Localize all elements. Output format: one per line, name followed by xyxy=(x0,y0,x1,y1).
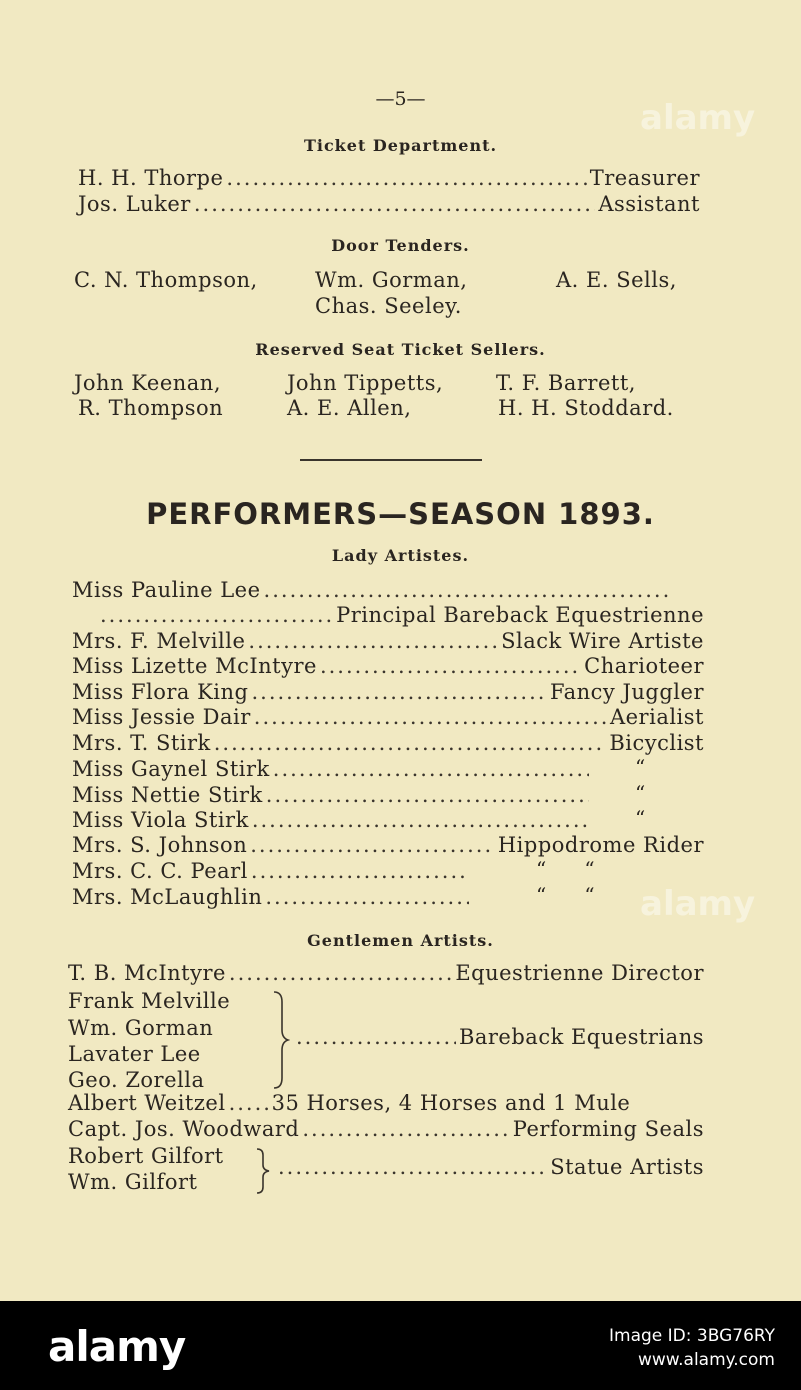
leader-dots xyxy=(273,757,589,781)
performer-name: Mrs. McLaughlin xyxy=(72,885,263,909)
performer-row xyxy=(72,705,704,731)
performer-act: Bareback Equestrians xyxy=(458,1025,704,1049)
bareback-equestrians-row xyxy=(296,1025,704,1051)
performer-row xyxy=(72,629,704,655)
statue-artists-row xyxy=(278,1155,704,1181)
reserved-seat-heading: Reserved Seat Ticket Sellers. xyxy=(255,340,546,359)
performers-title: PERFORMERS—SEASON 1893. xyxy=(146,497,655,531)
performer-act: Equestrienne Director xyxy=(455,961,704,985)
performer-name: Mrs. F. Melville xyxy=(72,629,246,653)
ditto-mark: “ “ xyxy=(536,883,595,907)
staff-role: Assistant xyxy=(598,192,700,216)
performer-name: Miss Nettie Stirk xyxy=(72,783,263,807)
ticket-row-thorpe xyxy=(78,166,700,192)
leader-dots xyxy=(251,680,547,704)
leader-dots xyxy=(229,961,452,985)
ticket-seller-name: A. E. Allen, xyxy=(287,396,412,420)
ditto-mark: “ xyxy=(635,781,646,805)
leader-dots xyxy=(265,885,469,909)
performer-row xyxy=(72,885,472,911)
performer-act: 35 Horses, 4 Horses and 1 Mule xyxy=(271,1091,631,1115)
performer-act: Hippodrome Rider xyxy=(497,833,704,857)
brace-icon xyxy=(254,1147,272,1195)
leader-dots xyxy=(266,783,589,807)
performer-act: Performing Seals xyxy=(512,1117,704,1141)
image-id-label: Image ID: 3BG76RY xyxy=(609,1326,775,1346)
performer-name: Robert Gilfort xyxy=(68,1144,224,1168)
performer-row xyxy=(72,654,704,680)
performer-row-mcintyre xyxy=(68,961,704,987)
ticket-department-heading: Ticket Department. xyxy=(303,136,498,155)
watermark-text: alamy xyxy=(640,98,756,138)
leader-dots xyxy=(320,654,581,678)
performer-name: Mrs. C. C. Pearl xyxy=(72,859,248,883)
leader-dots xyxy=(254,705,607,729)
performer-act: Statue Artists xyxy=(550,1155,704,1179)
leader-dots xyxy=(251,859,469,883)
performer-row-woodward xyxy=(68,1117,704,1143)
performer-name: Miss Jessie Dair xyxy=(72,705,251,729)
leader-dots xyxy=(248,629,498,653)
staff-name: H. H. Thorpe xyxy=(78,166,224,190)
leader-dots xyxy=(296,1025,456,1049)
ticket-seller-name: John Keenan, xyxy=(74,371,222,395)
performer-name: Miss Viola Stirk xyxy=(72,808,249,832)
ticket-seller-name: T. F. Barrett, xyxy=(496,371,636,395)
gentlemen-artists-heading: Gentlemen Artists. xyxy=(307,931,494,950)
leader-dots xyxy=(302,1117,509,1141)
leader-dots xyxy=(264,578,669,602)
alamy-logo: alamy xyxy=(48,1322,186,1371)
ticket-row-luker xyxy=(78,192,700,218)
site-url: www.alamy.com xyxy=(637,1350,775,1370)
performer-name: Miss Flora King xyxy=(72,680,249,704)
leader-dots xyxy=(194,192,596,216)
performer-name: Miss Pauline Lee xyxy=(72,578,261,602)
performer-row-pauline-lee-role xyxy=(100,603,704,629)
door-tender-name: Wm. Gorman, xyxy=(315,268,468,292)
staff-role: Treasurer xyxy=(589,166,700,190)
performer-row xyxy=(72,731,704,757)
door-tender-name: A. E. Sells, xyxy=(556,268,677,292)
performer-name: Miss Gaynel Stirk xyxy=(72,757,270,781)
page-number: —5— xyxy=(375,88,426,110)
performer-name: Wm. Gorman xyxy=(68,1016,214,1040)
performer-row xyxy=(72,757,592,783)
performer-name: T. B. McIntyre xyxy=(68,961,226,985)
leader-dots xyxy=(252,808,589,832)
performer-act: Fancy Juggler xyxy=(549,680,704,704)
performer-act: Aerialist xyxy=(609,705,704,729)
door-tender-name: Chas. Seeley. xyxy=(315,294,462,318)
door-tender-name: C. N. Thompson, xyxy=(74,268,258,292)
watermark-text: alamy xyxy=(640,884,756,924)
performer-name: Geo. Zorella xyxy=(68,1068,205,1092)
performer-name: Wm. Gilfort xyxy=(68,1170,198,1194)
performer-act: Slack Wire Artiste xyxy=(501,629,704,653)
ditto-mark: “ “ xyxy=(536,857,595,881)
ticket-seller-name: H. H. Stoddard. xyxy=(498,396,674,420)
performer-name: Miss Lizette McIntyre xyxy=(72,654,317,678)
performer-name: Mrs. S. Johnson xyxy=(72,833,248,857)
leader-dots xyxy=(100,603,333,627)
staff-name: Jos. Luker xyxy=(78,192,191,216)
door-tenders-heading: Door Tenders. xyxy=(331,236,470,255)
leader-dots xyxy=(229,1091,269,1115)
performer-row-pauline-lee xyxy=(72,578,672,604)
ticket-seller-name: John Tippetts, xyxy=(287,371,444,395)
performer-row xyxy=(72,808,592,834)
performer-name: Frank Melville xyxy=(68,989,231,1013)
lady-artistes-heading: Lady Artistes. xyxy=(331,546,470,565)
leader-dots xyxy=(250,833,495,857)
performer-name: Capt. Jos. Woodward xyxy=(68,1117,300,1141)
performer-name: Albert Weitzel xyxy=(68,1091,226,1115)
ditto-mark: “ xyxy=(635,806,646,830)
performer-row xyxy=(72,859,472,885)
performer-act: Principal Bareback Equestrienne xyxy=(336,603,704,627)
ticket-seller-name: R. Thompson xyxy=(78,396,224,420)
leader-dots xyxy=(226,166,586,190)
performer-act: Charioteer xyxy=(584,654,704,678)
performer-row xyxy=(72,680,704,706)
performer-name: Lavater Lee xyxy=(68,1042,201,1066)
leader-dots xyxy=(278,1155,547,1179)
ditto-mark: “ xyxy=(635,755,646,779)
performer-row xyxy=(72,833,704,859)
performer-row-weitzel xyxy=(68,1091,704,1117)
performer-row xyxy=(72,783,592,809)
performer-act: Bicyclist xyxy=(609,731,704,755)
leader-dots xyxy=(214,731,607,755)
brace-icon xyxy=(270,990,290,1090)
section-divider xyxy=(300,459,482,461)
performer-name: Mrs. T. Stirk xyxy=(72,731,211,755)
